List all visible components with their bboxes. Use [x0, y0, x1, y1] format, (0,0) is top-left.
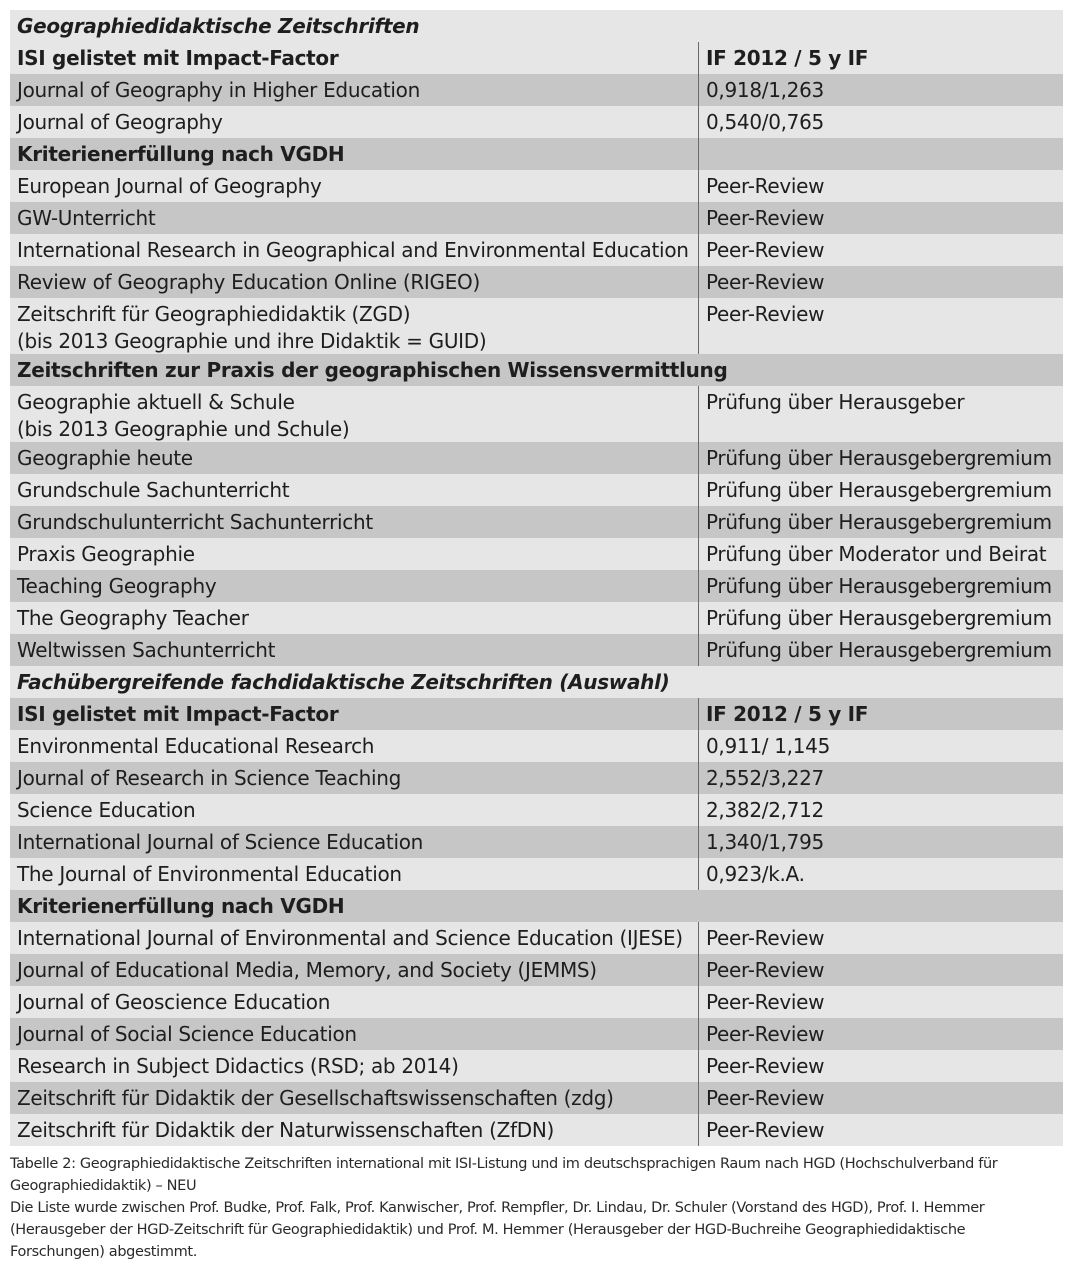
table-row: [10, 634, 1063, 666]
table-row: [10, 74, 1063, 106]
table-row: [10, 1018, 1063, 1050]
table-row: [10, 538, 1063, 570]
table-header-row: [10, 138, 1063, 170]
rating-cell: 0,540/0,765: [698, 106, 1063, 138]
subsection-heading-row: [10, 354, 1063, 386]
rating-cell: Prüfung über Moderator und Beirat: [698, 538, 1063, 570]
table-row: [10, 1114, 1063, 1146]
subsection-heading: Zeitschriften zur Praxis der geographischen Wissensvermittlung: [17, 358, 728, 382]
rating-cell: Peer-Review: [698, 986, 1063, 1018]
section-heading: Geographiedidaktische Zeitschriften: [17, 14, 420, 38]
journal-name-cell: Journal of Social Science Education: [17, 1022, 357, 1046]
section-heading-row: [10, 666, 1063, 698]
table-row: [10, 506, 1063, 538]
rating-cell: Peer-Review: [698, 1082, 1063, 1114]
table-row: [10, 794, 1063, 826]
rating-cell: Prüfung über Herausgebergremium: [698, 474, 1063, 506]
rating-cell: Prüfung über Herausgebergremium: [698, 506, 1063, 538]
journal-name-cell: International Research in Geographical and Environmental Education: [17, 238, 689, 262]
table-row: [10, 1082, 1063, 1114]
table-row: [10, 570, 1063, 602]
rating-cell: Prüfung über Herausgebergremium: [698, 634, 1063, 666]
table-row: [10, 954, 1063, 986]
column-header-journal: ISI gelistet mit Impact-Factor: [17, 702, 339, 726]
caption-title: Tabelle 2: Geographiedidaktische Zeitschriften international mit ISI-Listung und im deutschsprachigen Raum nach HGD (Hochschulverband für Geographiedidaktik) – NEU: [10, 1156, 998, 1194]
table-row: [10, 1050, 1063, 1082]
journal-name-cell: Geographie heute: [17, 446, 193, 470]
table-row: [10, 730, 1063, 762]
column-header-rating: IF 2012 / 5 y IF: [698, 42, 1063, 74]
rating-cell: Peer-Review: [698, 922, 1063, 954]
table-header-row: [10, 42, 1063, 74]
rating-cell: 0,918/1,263: [698, 74, 1063, 106]
column-header-rating: IF 2012 / 5 y IF: [698, 698, 1063, 730]
journal-name-cell: Grundschule Sachunterricht: [17, 478, 290, 502]
section-heading: Fachübergreifende fachdidaktische Zeitschriften (Auswahl): [17, 670, 670, 694]
journal-name-cell: The Geography Teacher: [17, 606, 249, 630]
rating-cell: Peer-Review: [698, 1050, 1063, 1082]
journal-name-cell: Environmental Educational Research: [17, 734, 375, 758]
rating-cell: Peer-Review: [698, 170, 1063, 202]
journal-name-cell: Grundschulunterricht Sachunterricht: [17, 510, 373, 534]
rating-cell: Prüfung über Herausgeber: [698, 386, 1063, 442]
table-row: [10, 858, 1063, 890]
rating-cell: Peer-Review: [698, 954, 1063, 986]
rating-cell: Peer-Review: [698, 202, 1063, 234]
journal-name-cell: Journal of Geography in Higher Education: [17, 78, 420, 102]
table-row: [10, 986, 1063, 1018]
journal-name-cell: Praxis Geographie: [17, 542, 195, 566]
journal-name-cell: Research in Subject Didactics (RSD; ab 2014): [17, 1054, 459, 1078]
table-row: [10, 266, 1063, 298]
journal-name-cell: Teaching Geography: [17, 574, 217, 598]
section-heading-row: [10, 10, 1063, 42]
journal-name-cell: Journal of Educational Media, Memory, and Society (JEMMS): [17, 958, 597, 982]
rating-cell: Prüfung über Herausgebergremium: [698, 442, 1063, 474]
journal-name-cell: The Journal of Environmental Education: [17, 862, 402, 886]
table-caption: [10, 1153, 1058, 1263]
journal-name-cell: Zeitschrift für Geographiedidaktik (ZGD) (bis 2013 Geographie und ihre Didaktik = GUID): [17, 302, 487, 353]
journal-name-cell: Geographie aktuell & Schule (bis 2013 Geographie und Schule): [17, 390, 350, 441]
journal-name-cell: Journal of Geography: [17, 110, 223, 134]
rating-cell: Peer-Review: [698, 1114, 1063, 1146]
journal-name-cell: Review of Geography Education Online (RIGEO): [17, 270, 481, 294]
table-row: [10, 602, 1063, 634]
journal-name-cell: Weltwissen Sachunterricht: [17, 638, 276, 662]
column-header-rating: [698, 138, 1063, 170]
rating-cell: 1,340/1,795: [698, 826, 1063, 858]
rating-cell: 0,911/ 1,145: [698, 730, 1063, 762]
journal-name-cell: Zeitschrift für Didaktik der Naturwissenschaften (ZfDN): [17, 1118, 554, 1142]
table-row: [10, 234, 1063, 266]
rating-cell: 0,923/k.A.: [698, 858, 1063, 890]
table-row: [10, 386, 1063, 442]
table-row: [10, 202, 1063, 234]
rating-cell: Peer-Review: [698, 1018, 1063, 1050]
journal-name-cell: Science Education: [17, 798, 196, 822]
table-row: [10, 298, 1063, 354]
rating-cell: Peer-Review: [698, 298, 1063, 354]
rating-cell: Prüfung über Herausgebergremium: [698, 570, 1063, 602]
table-row: [10, 170, 1063, 202]
subsection-heading-row: [10, 890, 1063, 922]
journal-name-cell: Journal of Research in Science Teaching: [17, 766, 402, 790]
rating-cell: Prüfung über Herausgebergremium: [698, 602, 1063, 634]
journal-name-cell: Zeitschrift für Didaktik der Gesellschaftswissenschaften (zdg): [17, 1086, 614, 1110]
table-row: [10, 106, 1063, 138]
caption-note: Die Liste wurde zwischen Prof. Budke, Prof. Falk, Prof. Kanwischer, Prof. Rempfler, Dr. Lindau, Dr. Schuler (Vorstand des HGD), Prof. I. Hemmer (Herausgeber der HGD-Zeitschrift für Geographiedidaktik) und Prof. M. Hemmer (Herausgeber der HGD-Buchreihe Geographiedidaktische Forschungen) abgestimmt.: [10, 1200, 985, 1260]
table-row: [10, 826, 1063, 858]
rating-cell: Peer-Review: [698, 266, 1063, 298]
column-header-journal: ISI gelistet mit Impact-Factor: [17, 46, 339, 70]
table-header-row: [10, 698, 1063, 730]
table-row: [10, 474, 1063, 506]
column-header-journal: Kriterienerfüllung nach VGDH: [17, 142, 345, 166]
rating-cell: 2,382/2,712: [698, 794, 1063, 826]
journal-name-cell: GW-Unterricht: [17, 206, 156, 230]
rating-cell: Peer-Review: [698, 234, 1063, 266]
table-row: [10, 922, 1063, 954]
table-row: [10, 442, 1063, 474]
journal-name-cell: Journal of Geoscience Education: [17, 990, 331, 1014]
journal-name-cell: European Journal of Geography: [17, 174, 322, 198]
journal-name-cell: International Journal of Environmental and Science Education (IJESE): [17, 926, 683, 950]
journals-table: [10, 10, 1063, 1146]
subsection-heading: Kriterienerfüllung nach VGDH: [17, 894, 345, 918]
table-row: [10, 762, 1063, 794]
journal-name-cell: International Journal of Science Education: [17, 830, 424, 854]
rating-cell: 2,552/3,227: [698, 762, 1063, 794]
